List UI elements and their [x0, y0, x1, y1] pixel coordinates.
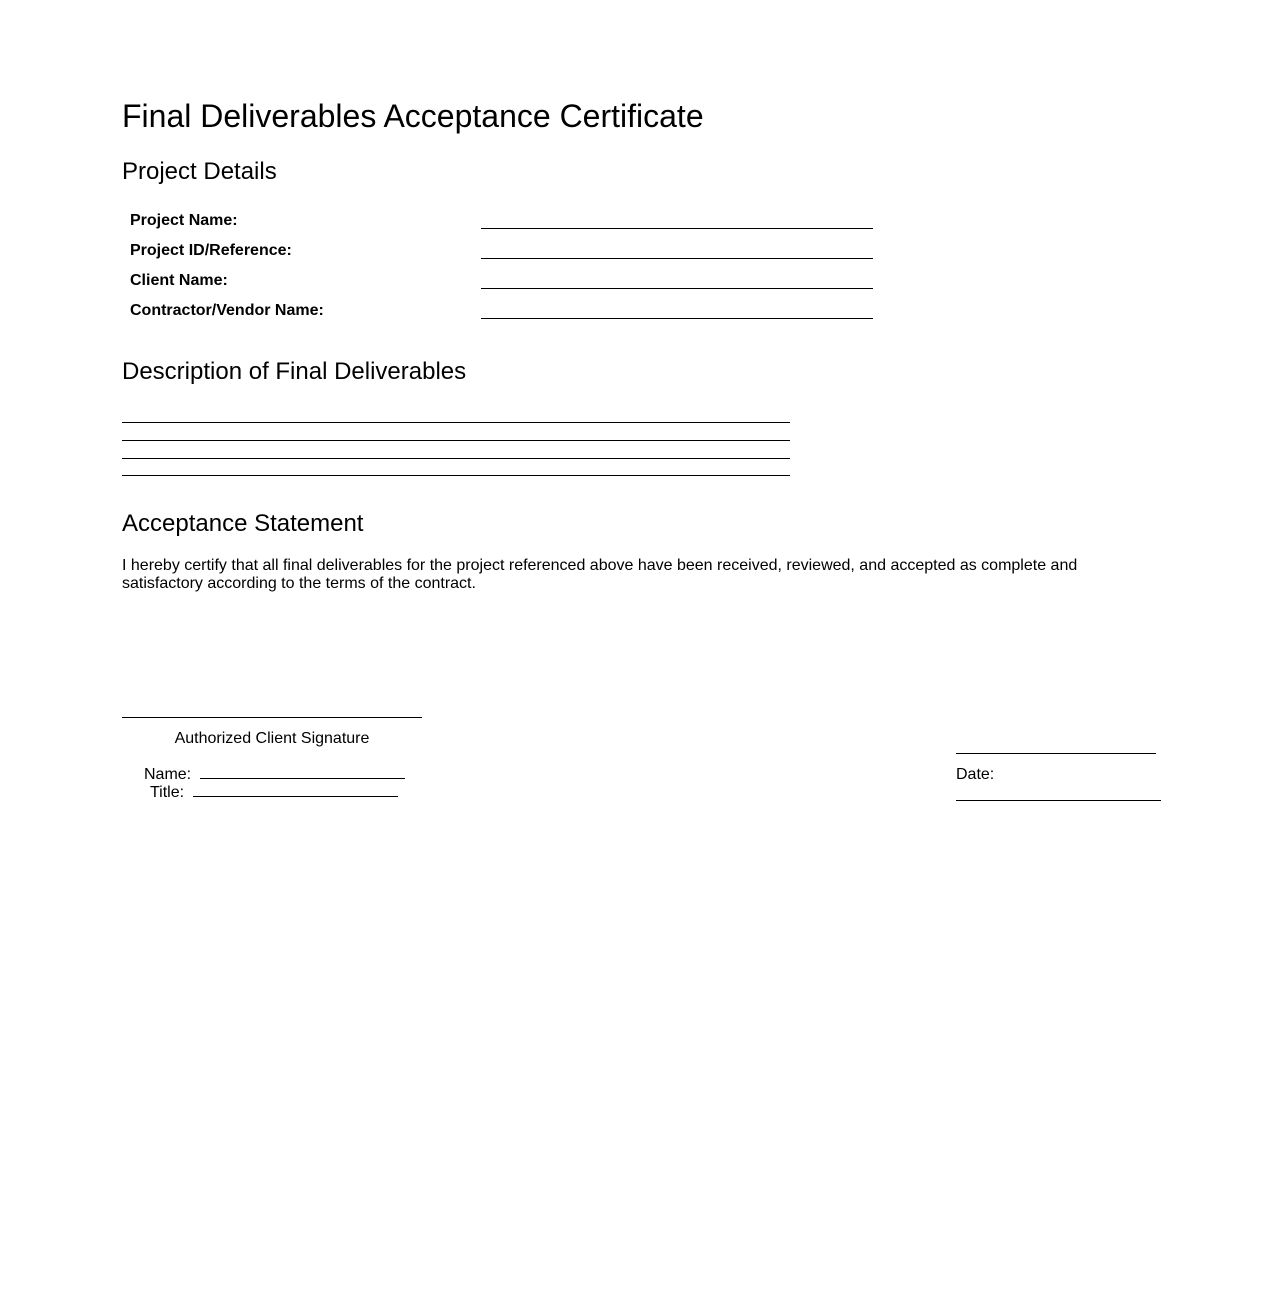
project-name-field[interactable] [481, 228, 873, 229]
description-line-2[interactable] [122, 440, 790, 441]
date-top-line[interactable] [956, 753, 1156, 754]
signer-name-row [144, 766, 405, 784]
description-heading: Description of Final Deliverables [122, 358, 467, 385]
description-line-4[interactable] [122, 475, 790, 476]
signer-title-field[interactable] [193, 796, 398, 797]
signer-title-label: Title: [150, 784, 185, 801]
acceptance-statement: I hereby certify that all final deliverables for the project referenced above have been received, reviewed, and accepted as complete and satisfactory according to the terms of the contract. [122, 557, 1078, 592]
contractor-name-label: Contractor/Vendor Name: [130, 302, 324, 319]
client-name-field[interactable] [481, 288, 873, 289]
signer-title-row [150, 784, 398, 802]
project-id-label: Project ID/Reference: [130, 242, 292, 259]
acceptance-heading: Acceptance Statement [122, 510, 364, 537]
signer-name-field[interactable] [200, 778, 405, 779]
signer-name-label: Name: [144, 766, 192, 783]
date-label: Date: [956, 766, 995, 783]
description-line-3[interactable] [122, 458, 790, 459]
date-field[interactable] [956, 800, 1161, 801]
project-id-field[interactable] [481, 258, 873, 259]
description-line-1[interactable] [122, 422, 790, 423]
client-name-label: Client Name: [130, 272, 228, 289]
signature-caption: Authorized Client Signature [174, 730, 370, 747]
document-title: Final Deliverables Acceptance Certificate [122, 98, 704, 134]
project-name-label: Project Name: [130, 212, 238, 229]
client-signature-line[interactable] [122, 717, 422, 718]
project-details-heading: Project Details [122, 158, 277, 185]
contractor-name-field[interactable] [481, 318, 873, 319]
